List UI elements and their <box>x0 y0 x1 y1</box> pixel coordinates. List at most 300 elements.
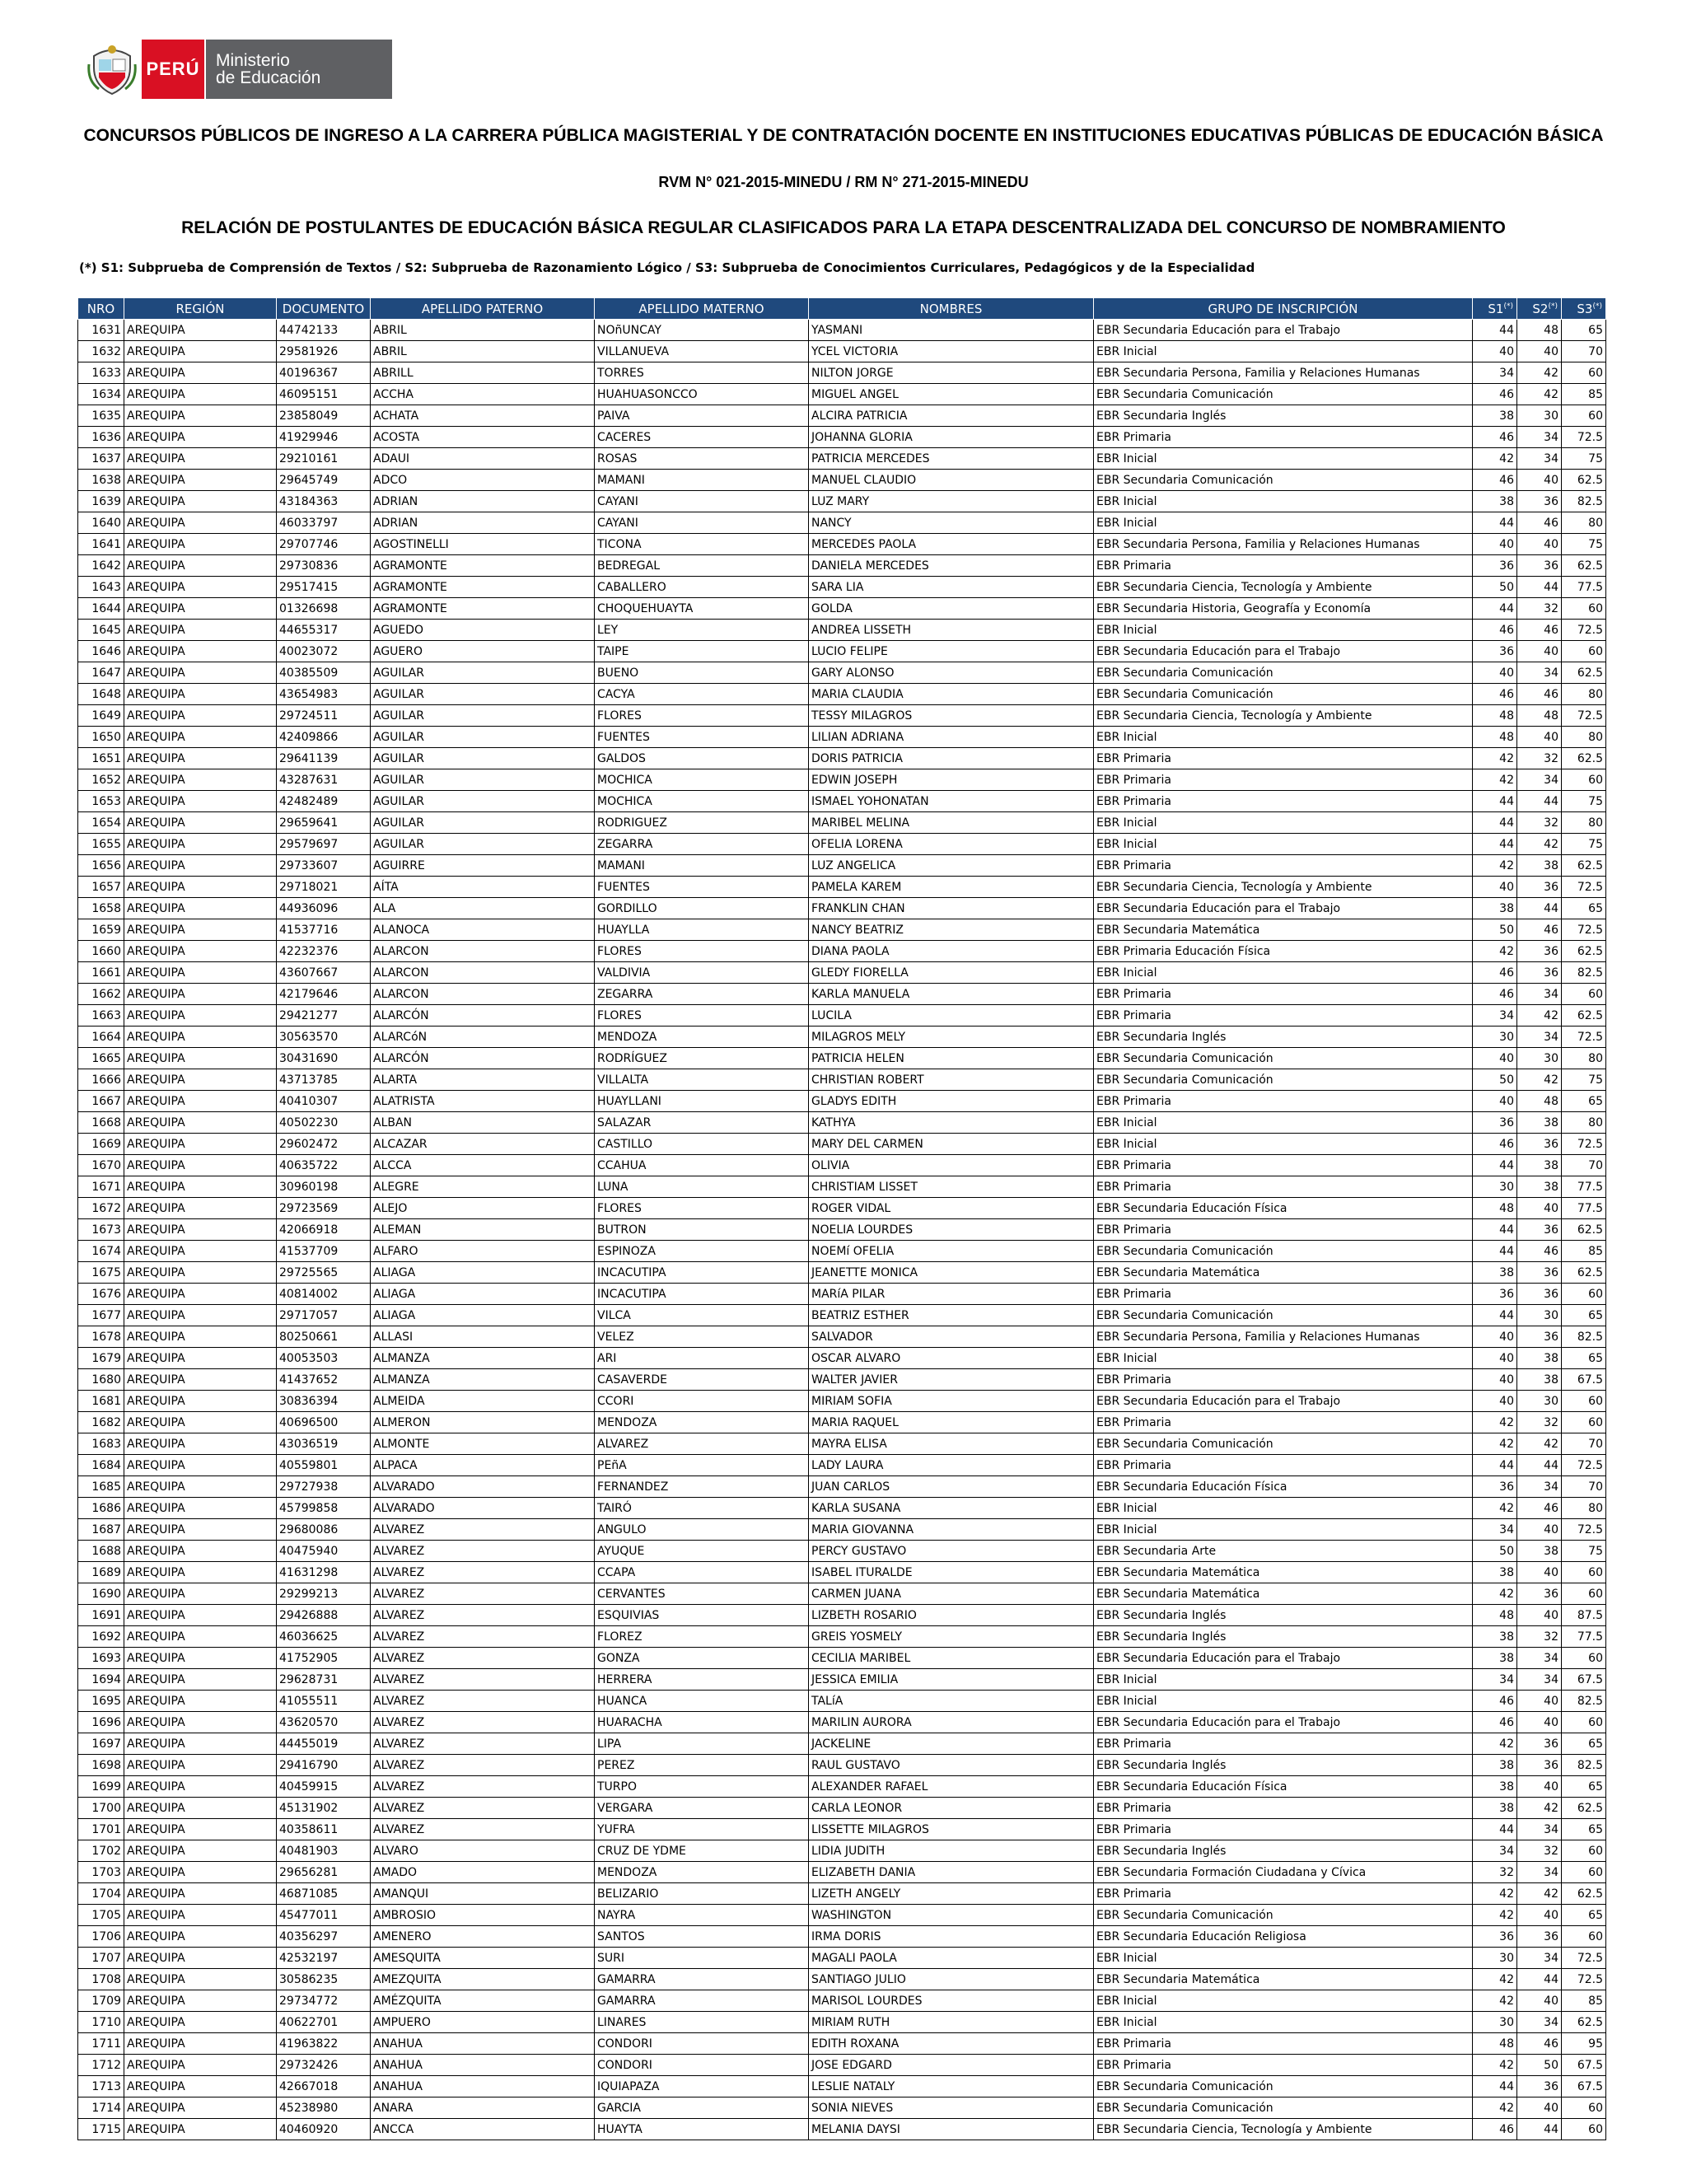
cell-grupo: EBR Inicial <box>1094 512 1473 534</box>
table-row <box>78 1669 1606 1691</box>
cell-documento: 40358611 <box>277 1819 371 1840</box>
cell-grupo: EBR Secundaria Educación para el Trabajo <box>1094 898 1473 919</box>
cell-s2: 44 <box>1517 1969 1562 1990</box>
cell-apellido-paterno: ALATRISTA <box>371 1091 595 1112</box>
cell-grupo: EBR Primaria <box>1094 791 1473 812</box>
cell-s3: 60 <box>1562 1926 1606 1948</box>
cell-apellido-paterno: ACHATA <box>371 405 595 427</box>
cell-region: AREQUIPA <box>124 1219 277 1241</box>
cell-grupo: EBR Primaria <box>1094 1455 1473 1476</box>
cell-nombres: WALTER JAVIER <box>809 1369 1094 1391</box>
cell-s3: 70 <box>1562 341 1606 362</box>
cell-documento: 29579697 <box>277 834 371 855</box>
cell-grupo: EBR Secundaria Ciencia, Tecnología y Ambiente <box>1094 705 1473 727</box>
cell-s1: 40 <box>1473 662 1517 684</box>
cell-nro: 1636 <box>78 427 124 448</box>
cell-s1: 34 <box>1473 1840 1517 1862</box>
cell-apellido-paterno: ALCAZAR <box>371 1134 595 1155</box>
cell-apellido-paterno: ALARTA <box>371 1069 595 1091</box>
cell-documento: 42179646 <box>277 984 371 1005</box>
cell-grupo: EBR Secundaria Historia, Geografía y Economía <box>1094 598 1473 620</box>
cell-nombres: DIANA PAOLA <box>809 941 1094 962</box>
cell-apellido-paterno: ALVARO <box>371 1840 595 1862</box>
cell-s2: 44 <box>1517 577 1562 598</box>
cell-s3: 67.5 <box>1562 2055 1606 2076</box>
cell-nombres: DORIS PATRICIA <box>809 748 1094 769</box>
table-row <box>78 1541 1606 1562</box>
cell-s2: 36 <box>1517 1262 1562 1284</box>
cell-documento: 29732426 <box>277 2055 371 2076</box>
cell-s1: 44 <box>1473 1819 1517 1840</box>
table-row <box>78 1455 1606 1476</box>
cell-s1: 38 <box>1473 1262 1517 1284</box>
cell-region: AREQUIPA <box>124 1176 277 1198</box>
cell-s3: 75 <box>1562 834 1606 855</box>
cell-s3: 60 <box>1562 598 1606 620</box>
table-row <box>78 1348 1606 1369</box>
cell-apellido-paterno: ALLASI <box>371 1326 595 1348</box>
cell-region: AREQUIPA <box>124 470 277 491</box>
col-header-nombres: NOMBRES <box>809 298 1094 320</box>
cell-nombres: LIDIA JUDITH <box>809 1840 1094 1862</box>
cell-s2: 40 <box>1517 534 1562 555</box>
cell-documento: 29656281 <box>277 1862 371 1883</box>
cell-s2: 44 <box>1517 898 1562 919</box>
cell-apellido-materno: CASTILLO <box>595 1134 809 1155</box>
table-row <box>78 1562 1606 1583</box>
cell-nro: 1676 <box>78 1284 124 1305</box>
cell-s1: 42 <box>1473 448 1517 470</box>
table-row <box>78 2012 1606 2033</box>
cell-apellido-paterno: ALVAREZ <box>371 1733 595 1755</box>
table-row <box>78 491 1606 512</box>
cell-grupo: EBR Primaria <box>1094 1819 1473 1840</box>
table-row <box>78 1369 1606 1391</box>
cell-grupo: EBR Secundaria Ciencia, Tecnología y Ambiente <box>1094 877 1473 898</box>
cell-nombres: MELANIA DAYSI <box>809 2119 1094 2140</box>
cell-region: AREQUIPA <box>124 1027 277 1048</box>
cell-apellido-materno: CACERES <box>595 427 809 448</box>
cell-grupo: EBR Secundaria Comunicación <box>1094 2097 1473 2119</box>
cell-s1: 42 <box>1473 2055 1517 2076</box>
cell-region: AREQUIPA <box>124 1605 277 1626</box>
cell-nombres: JOSE EDGARD <box>809 2055 1094 2076</box>
cell-s3: 60 <box>1562 2119 1606 2140</box>
cell-region: AREQUIPA <box>124 1262 277 1284</box>
cell-s2: 30 <box>1517 405 1562 427</box>
cell-apellido-materno: NAYRA <box>595 1905 809 1926</box>
cell-s3: 77.5 <box>1562 1176 1606 1198</box>
cell-apellido-paterno: ALMONTE <box>371 1433 595 1455</box>
table-row <box>78 470 1606 491</box>
cell-s1: 44 <box>1473 598 1517 620</box>
cell-region: AREQUIPA <box>124 1241 277 1262</box>
cell-nro: 1657 <box>78 877 124 898</box>
cell-nombres: LUZ ANGELICA <box>809 855 1094 877</box>
cell-nro: 1661 <box>78 962 124 984</box>
cell-region: AREQUIPA <box>124 1712 277 1733</box>
table-row <box>78 1048 1606 1069</box>
cell-grupo: EBR Secundaria Educación Física <box>1094 1776 1473 1798</box>
cell-nro: 1702 <box>78 1840 124 1862</box>
cell-documento: 40196367 <box>277 362 371 384</box>
cell-documento: 29628731 <box>277 1669 371 1691</box>
cell-apellido-materno: BEDREGAL <box>595 555 809 577</box>
table-row <box>78 1776 1606 1798</box>
cell-s1: 42 <box>1473 769 1517 791</box>
cell-s1: 42 <box>1473 1412 1517 1433</box>
cell-s1: 40 <box>1473 1091 1517 1112</box>
s1-mark: (*) <box>1503 302 1513 311</box>
cell-s2: 30 <box>1517 1048 1562 1069</box>
cell-apellido-paterno: ALMERON <box>371 1412 595 1433</box>
cell-s2: 38 <box>1517 1541 1562 1562</box>
cell-s3: 62.5 <box>1562 855 1606 877</box>
cell-s2: 40 <box>1517 1905 1562 1926</box>
cell-region: AREQUIPA <box>124 448 277 470</box>
cell-s1: 42 <box>1473 1498 1517 1519</box>
cell-apellido-paterno: AGRAMONTE <box>371 598 595 620</box>
cell-region: AREQUIPA <box>124 1905 277 1926</box>
cell-s2: 34 <box>1517 427 1562 448</box>
cell-region: AREQUIPA <box>124 534 277 555</box>
cell-s2: 40 <box>1517 341 1562 362</box>
cell-grupo: EBR Secundaria Educación para el Trabajo <box>1094 1391 1473 1412</box>
col-header-nro: NRO <box>78 298 124 320</box>
cell-s3: 62.5 <box>1562 748 1606 769</box>
cell-apellido-materno: HUARACHA <box>595 1712 809 1733</box>
cell-apellido-materno: HUAYLLANI <box>595 1091 809 1112</box>
cell-nombres: NOELIA LOURDES <box>809 1219 1094 1241</box>
cell-documento: 29421277 <box>277 1005 371 1027</box>
cell-s1: 30 <box>1473 1176 1517 1198</box>
cell-nombres: NOEMí OFELIA <box>809 1241 1094 1262</box>
cell-nombres: MARISOL LOURDES <box>809 1990 1094 2012</box>
cell-region: AREQUIPA <box>124 877 277 898</box>
cell-apellido-paterno: AGOSTINELLI <box>371 534 595 555</box>
cell-nombres: LILIAN ADRIANA <box>809 727 1094 748</box>
cell-nombres: LUCILA <box>809 1005 1094 1027</box>
cell-documento: 29733607 <box>277 855 371 877</box>
cell-s2: 38 <box>1517 1155 1562 1176</box>
cell-apellido-paterno: ALVAREZ <box>371 1798 595 1819</box>
cell-s2: 32 <box>1517 1412 1562 1433</box>
cell-s3: 62.5 <box>1562 941 1606 962</box>
cell-region: AREQUIPA <box>124 919 277 941</box>
cell-region: AREQUIPA <box>124 1005 277 1027</box>
cell-s3: 65 <box>1562 1819 1606 1840</box>
cell-s3: 60 <box>1562 1583 1606 1605</box>
cell-region: AREQUIPA <box>124 984 277 1005</box>
cell-nro: 1645 <box>78 620 124 641</box>
cell-s2: 38 <box>1517 1348 1562 1369</box>
cell-documento: 29725565 <box>277 1262 371 1284</box>
cell-grupo: EBR Primaria <box>1094 984 1473 1005</box>
cell-apellido-paterno: ALMANZA <box>371 1348 595 1369</box>
cell-s3: 65 <box>1562 1305 1606 1326</box>
cell-grupo: EBR Inicial <box>1094 620 1473 641</box>
cell-grupo: EBR Secundaria Comunicación <box>1094 1069 1473 1091</box>
cell-region: AREQUIPA <box>124 1048 277 1069</box>
cell-apellido-paterno: AGUILAR <box>371 727 595 748</box>
cell-s2: 34 <box>1517 1669 1562 1691</box>
col-header-grupo: GRUPO DE INSCRIPCIÓN <box>1094 298 1473 320</box>
cell-nro: 1648 <box>78 684 124 705</box>
cell-documento: 44936096 <box>277 898 371 919</box>
col-header-s2 <box>1517 298 1562 320</box>
cell-documento: 41963822 <box>277 2033 371 2055</box>
cell-apellido-paterno: ABRIL <box>371 320 595 341</box>
cell-apellido-materno: CCAPA <box>595 1562 809 1583</box>
cell-grupo: EBR Inicial <box>1094 1348 1473 1369</box>
cell-s1: 42 <box>1473 1969 1517 1990</box>
cell-nombres: JOHANNA GLORIA <box>809 427 1094 448</box>
table-row <box>78 705 1606 727</box>
table-row <box>78 1069 1606 1091</box>
table-row <box>78 1798 1606 1819</box>
cell-nombres: CECILIA MARIBEL <box>809 1648 1094 1669</box>
cell-nombres: GOLDA <box>809 598 1094 620</box>
table-row <box>78 1883 1606 1905</box>
cell-s1: 42 <box>1473 855 1517 877</box>
cell-region: AREQUIPA <box>124 1369 277 1391</box>
cell-apellido-paterno: AMBROSIO <box>371 1905 595 1926</box>
table-row <box>78 534 1606 555</box>
cell-documento: 29517415 <box>277 577 371 598</box>
cell-nombres: YASMANI <box>809 320 1094 341</box>
cell-apellido-paterno: ANAHUA <box>371 2033 595 2055</box>
cell-region: AREQUIPA <box>124 684 277 705</box>
cell-s3: 65 <box>1562 1733 1606 1755</box>
table-row <box>78 1284 1606 1305</box>
cell-s3: 75 <box>1562 448 1606 470</box>
cell-s3: 60 <box>1562 984 1606 1005</box>
cell-grupo: EBR Secundaria Matemática <box>1094 1262 1473 1284</box>
cell-nombres: SANTIAGO JULIO <box>809 1969 1094 1990</box>
cell-s2: 36 <box>1517 1219 1562 1241</box>
cell-s2: 34 <box>1517 1948 1562 1969</box>
cell-region: AREQUIPA <box>124 1733 277 1755</box>
cell-s2: 34 <box>1517 1476 1562 1498</box>
s1-label: S1 <box>1488 301 1504 316</box>
cell-s1: 44 <box>1473 512 1517 534</box>
cell-documento: 43607667 <box>277 962 371 984</box>
cell-s3: 70 <box>1562 1155 1606 1176</box>
cell-documento: 44455019 <box>277 1733 371 1755</box>
cell-s1: 46 <box>1473 2119 1517 2140</box>
cell-apellido-materno: LUNA <box>595 1176 809 1198</box>
table-row <box>78 2076 1606 2097</box>
cell-nombres: MARILIN AURORA <box>809 1712 1094 1733</box>
cell-grupo: EBR Primaria <box>1094 1412 1473 1433</box>
cell-apellido-paterno: ALVAREZ <box>371 1776 595 1798</box>
cell-s3: 62.5 <box>1562 662 1606 684</box>
cell-s3: 62.5 <box>1562 1798 1606 1819</box>
cell-nombres: MARIA GIOVANNA <box>809 1519 1094 1541</box>
cell-apellido-materno: MAMANI <box>595 855 809 877</box>
cell-region: AREQUIPA <box>124 769 277 791</box>
cell-s3: 72.5 <box>1562 1134 1606 1155</box>
cell-region: AREQUIPA <box>124 2097 277 2119</box>
cell-apellido-materno: CHOQUEHUAYTA <box>595 598 809 620</box>
cell-apellido-materno: CCORI <box>595 1391 809 1412</box>
cell-region: AREQUIPA <box>124 620 277 641</box>
cell-nro: 1683 <box>78 1433 124 1455</box>
cell-nombres: RAUL GUSTAVO <box>809 1755 1094 1776</box>
table-row <box>78 2119 1606 2140</box>
table-row <box>78 791 1606 812</box>
table-row <box>78 877 1606 898</box>
cell-grupo: EBR Secundaria Educación Física <box>1094 1198 1473 1219</box>
cell-nro: 1632 <box>78 341 124 362</box>
cell-s2: 32 <box>1517 1840 1562 1862</box>
cell-region: AREQUIPA <box>124 598 277 620</box>
cell-region: AREQUIPA <box>124 405 277 427</box>
cell-nro: 1658 <box>78 898 124 919</box>
cell-s1: 32 <box>1473 1862 1517 1883</box>
cell-s3: 60 <box>1562 1391 1606 1412</box>
cell-region: AREQUIPA <box>124 2055 277 2076</box>
cell-apellido-paterno: ABRIL <box>371 341 595 362</box>
cell-documento: 43620570 <box>277 1712 371 1733</box>
cell-nro: 1688 <box>78 1541 124 1562</box>
cell-apellido-materno: CASAVERDE <box>595 1369 809 1391</box>
cell-s2: 40 <box>1517 727 1562 748</box>
cell-apellido-materno: ROSAS <box>595 448 809 470</box>
cell-documento: 41437652 <box>277 1369 371 1391</box>
cell-grupo: EBR Secundaria Comunicación <box>1094 1905 1473 1926</box>
cell-nombres: SONIA NIEVES <box>809 2097 1094 2119</box>
cell-apellido-materno: GALDOS <box>595 748 809 769</box>
cell-s2: 36 <box>1517 1326 1562 1348</box>
cell-s1: 44 <box>1473 320 1517 341</box>
cell-region: AREQUIPA <box>124 1862 277 1883</box>
cell-s2: 34 <box>1517 1648 1562 1669</box>
cell-nro: 1711 <box>78 2033 124 2055</box>
cell-apellido-paterno: AMENERO <box>371 1926 595 1948</box>
cell-region: AREQUIPA <box>124 855 277 877</box>
table-row <box>78 919 1606 941</box>
cell-apellido-paterno: AGUILAR <box>371 684 595 705</box>
cell-documento: 01326698 <box>277 598 371 620</box>
cell-nro: 1663 <box>78 1005 124 1027</box>
cell-region: AREQUIPA <box>124 427 277 448</box>
table-row <box>78 684 1606 705</box>
cell-region: AREQUIPA <box>124 1562 277 1583</box>
cell-nombres: ALCIRA PATRICIA <box>809 405 1094 427</box>
cell-s3: 72.5 <box>1562 620 1606 641</box>
cell-s3: 72.5 <box>1562 1948 1606 1969</box>
cell-apellido-materno: ZEGARRA <box>595 834 809 855</box>
cell-apellido-paterno: ALVAREZ <box>371 1691 595 1712</box>
cell-apellido-paterno: ALVAREZ <box>371 1669 595 1691</box>
table-row <box>78 1412 1606 1433</box>
table-row <box>78 1176 1606 1198</box>
table-row <box>78 1691 1606 1712</box>
cell-apellido-paterno: AGUEDO <box>371 620 595 641</box>
cell-apellido-paterno: ALVARADO <box>371 1476 595 1498</box>
cell-apellido-materno: CCAHUA <box>595 1155 809 1176</box>
cell-s1: 38 <box>1473 1755 1517 1776</box>
cell-apellido-materno: PEñA <box>595 1455 809 1476</box>
cell-nro: 1640 <box>78 512 124 534</box>
cell-region: AREQUIPA <box>124 1069 277 1091</box>
col-header-apellido-materno: APELLIDO MATERNO <box>595 298 809 320</box>
cell-region: AREQUIPA <box>124 1669 277 1691</box>
cell-documento: 46036625 <box>277 1626 371 1648</box>
cell-apellido-materno: VILCA <box>595 1305 809 1326</box>
cell-apellido-materno: HERRERA <box>595 1669 809 1691</box>
cell-grupo: EBR Primaria <box>1094 2055 1473 2076</box>
table-row <box>78 855 1606 877</box>
cell-s3: 72.5 <box>1562 1455 1606 1476</box>
cell-apellido-paterno: AMESQUITA <box>371 1948 595 1969</box>
cell-region: AREQUIPA <box>124 898 277 919</box>
cell-documento: 29723569 <box>277 1198 371 1219</box>
cell-region: AREQUIPA <box>124 1476 277 1498</box>
cell-s3: 65 <box>1562 1091 1606 1112</box>
cell-nro: 1641 <box>78 534 124 555</box>
cell-documento: 80250661 <box>277 1326 371 1348</box>
cell-nro: 1701 <box>78 1819 124 1840</box>
cell-s3: 62.5 <box>1562 2012 1606 2033</box>
cell-documento: 29659641 <box>277 812 371 834</box>
cell-s3: 95 <box>1562 2033 1606 2055</box>
cell-apellido-paterno: ALARCON <box>371 941 595 962</box>
cell-documento: 41055511 <box>277 1691 371 1712</box>
logo-ministry-line2: de Educación <box>216 68 321 87</box>
cell-apellido-materno: MENDOZA <box>595 1862 809 1883</box>
table-row <box>78 1519 1606 1541</box>
cell-documento: 45477011 <box>277 1905 371 1926</box>
cell-s1: 50 <box>1473 577 1517 598</box>
cell-s3: 85 <box>1562 1241 1606 1262</box>
cell-s1: 44 <box>1473 812 1517 834</box>
cell-apellido-paterno: ALCCA <box>371 1155 595 1176</box>
cell-apellido-materno: VALDIVIA <box>595 962 809 984</box>
cell-apellido-paterno: ALANOCA <box>371 919 595 941</box>
cell-documento: 40410307 <box>277 1091 371 1112</box>
cell-region: AREQUIPA <box>124 727 277 748</box>
cell-grupo: EBR Primaria <box>1094 1005 1473 1027</box>
cell-nombres: NANCY BEATRIZ <box>809 919 1094 941</box>
cell-apellido-paterno: ALVAREZ <box>371 1712 595 1733</box>
cell-region: AREQUIPA <box>124 812 277 834</box>
cell-s2: 42 <box>1517 362 1562 384</box>
cell-nombres: MARIA RAQUEL <box>809 1412 1094 1433</box>
cell-region: AREQUIPA <box>124 1433 277 1455</box>
cell-apellido-paterno: ALARCÓN <box>371 1048 595 1069</box>
cell-nro: 1680 <box>78 1369 124 1391</box>
cell-apellido-materno: SURI <box>595 1948 809 1969</box>
cell-s1: 38 <box>1473 1776 1517 1798</box>
cell-s2: 40 <box>1517 1691 1562 1712</box>
cell-documento: 29602472 <box>277 1134 371 1155</box>
cell-grupo: EBR Primaria <box>1094 1219 1473 1241</box>
cell-nro: 1660 <box>78 941 124 962</box>
cell-apellido-paterno: AGUILAR <box>371 812 595 834</box>
cell-s1: 50 <box>1473 919 1517 941</box>
cell-apellido-materno: YUFRA <box>595 1819 809 1840</box>
cell-region: AREQUIPA <box>124 1348 277 1369</box>
cell-documento: 40053503 <box>277 1348 371 1369</box>
cell-s3: 62.5 <box>1562 470 1606 491</box>
cell-s3: 80 <box>1562 1048 1606 1069</box>
cell-documento: 46095151 <box>277 384 371 405</box>
cell-grupo: EBR Secundaria Comunicación <box>1094 1241 1473 1262</box>
cell-nro: 1691 <box>78 1605 124 1626</box>
cell-s3: 60 <box>1562 362 1606 384</box>
